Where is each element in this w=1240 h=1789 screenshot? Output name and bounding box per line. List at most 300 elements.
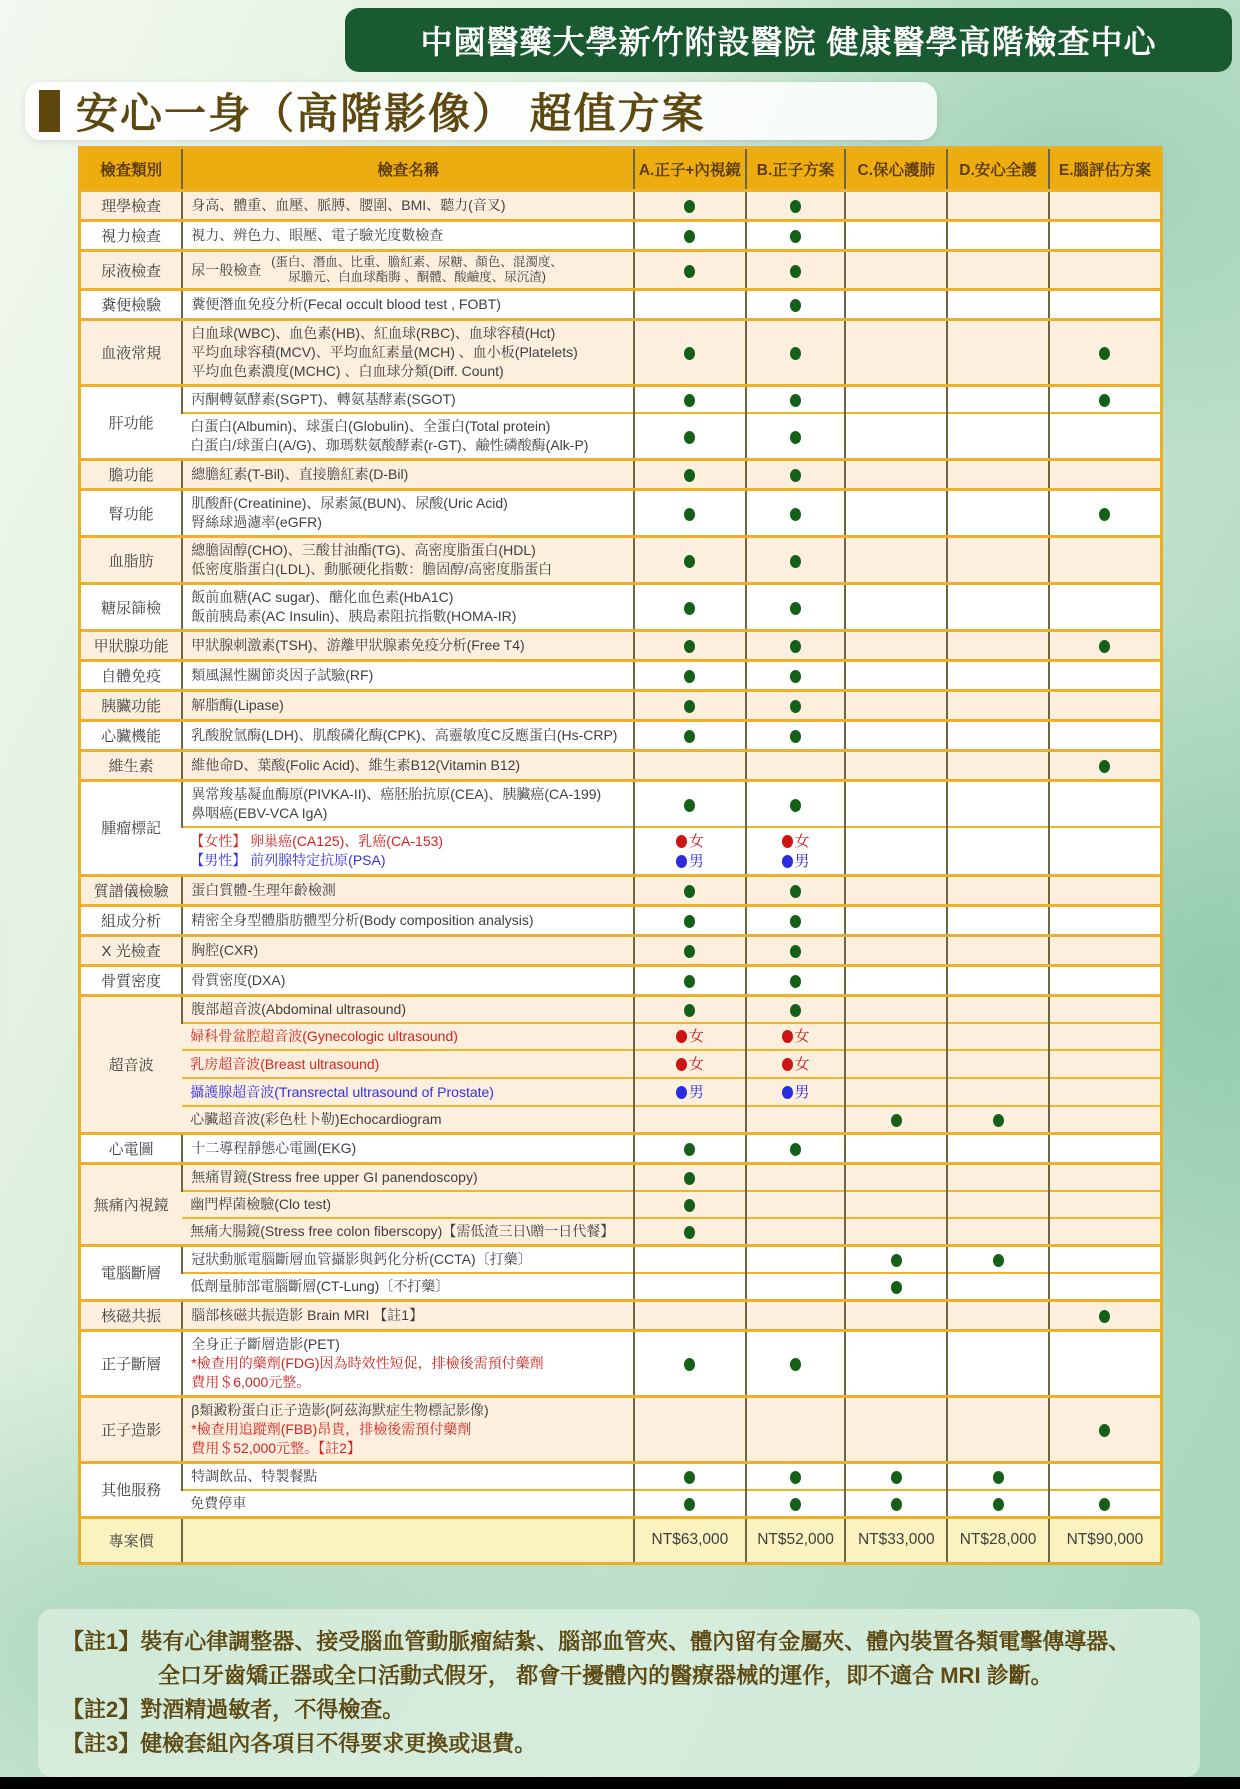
exam-name-line: 婦科骨盆腔超音波(Gynecologic ultrasound) [190, 1027, 458, 1044]
plan-mark-A [634, 1273, 746, 1301]
exam-name [182, 537, 634, 584]
plan-mark-C [845, 965, 947, 995]
plan-mark-D [947, 1462, 1049, 1490]
plan-mark-C [845, 1163, 947, 1191]
plan-mark-A [634, 631, 746, 661]
exam-category: 糞便檢驗 [80, 290, 183, 320]
plan-mark-E [1049, 935, 1162, 965]
exam-name-line: 幽門桿菌檢驗(Clo test) [190, 1195, 332, 1212]
included-dot [790, 394, 801, 407]
plan-mark-A [634, 251, 746, 290]
plan-mark-D [947, 584, 1049, 631]
plan-mark-A [634, 290, 746, 320]
included-dot [684, 670, 695, 683]
plan-mark-B [746, 584, 846, 631]
included-dot [782, 855, 793, 868]
exam-name [182, 935, 634, 965]
exam-category: 正子造影 [80, 1396, 183, 1462]
plan-mark-B [746, 905, 846, 935]
included-dot [993, 1471, 1004, 1484]
included-dot [684, 1498, 695, 1511]
included-dot [790, 347, 801, 360]
exam-name-line: *檢查用追蹤劑(FBB)昂貴，排檢後需預付藥劑 [191, 1420, 472, 1437]
included-dot [790, 230, 801, 243]
included-dot [790, 469, 801, 482]
included-dot [1099, 347, 1110, 360]
exam-row [80, 905, 1162, 935]
plan-mark-E [1049, 965, 1162, 995]
gender-label: 女 [794, 1028, 810, 1046]
plan-mark-B [746, 413, 846, 460]
plan-mark-D [947, 413, 1049, 460]
plan-mark-D [947, 1078, 1049, 1106]
exam-row [80, 386, 1162, 414]
exam-row [80, 995, 1162, 1023]
exam-row [80, 460, 1162, 490]
exam-name-line: 乳酸脫氫酶(LDH)、肌酸磷化酶(CPK)、高靈敏度C反應蛋白(Hs-CRP) [191, 727, 618, 743]
included-dot [891, 1471, 902, 1484]
gender-mark-female [643, 1054, 737, 1074]
exam-category: 腎功能 [80, 490, 183, 537]
plan-mark-A [634, 965, 746, 995]
plan-mark-E [1049, 661, 1162, 691]
plan-mark-D [947, 1106, 1049, 1134]
exam-category: 質譜儀檢驗 [80, 875, 183, 905]
note-line-1-cont: 全口牙齒矯正器或全口活動式假牙， 都會干擾體內的醫療器械的運作，即不適合 MRI 診斷。 [158, 1663, 1053, 1689]
exam-name-line: 特調飲品、特製餐點 [191, 1467, 318, 1484]
plan-mark-B [746, 1163, 846, 1191]
included-dot [782, 1058, 793, 1071]
exam-name-line: *檢查用的藥劑(FDG)因為時效性短促，排檢後需預付藥劑 [191, 1354, 544, 1371]
plan-mark-B [746, 1191, 846, 1218]
gender-mark-female [643, 831, 737, 851]
exam-name [182, 1106, 634, 1134]
exam-name-line: 冠狀動脈電腦斷層血管攝影與鈣化分析(CCTA)〔打藥〕 [191, 1250, 532, 1267]
plan-mark-C [845, 827, 947, 875]
included-dot [684, 469, 695, 482]
plan-mark-D [947, 721, 1049, 751]
plan-mark-A [634, 905, 746, 935]
included-dot [1099, 1424, 1110, 1437]
exam-name-line: β類澱粉蛋白正子造影(阿茲海默症生物標記影像) [191, 1401, 489, 1418]
exam-name [182, 721, 634, 751]
exam-category: 心臟機能 [80, 721, 183, 751]
plan-mark-A [634, 1078, 746, 1106]
exam-name [182, 221, 634, 251]
included-dot [676, 1030, 687, 1043]
exam-category: 血液常規 [80, 320, 183, 386]
plan-mark-E [1049, 1023, 1162, 1051]
exam-name-line: 骨質密度(DXA) [191, 971, 286, 988]
plan-mark-E [1049, 413, 1162, 460]
included-dot [782, 1030, 793, 1043]
plan-mark-E [1049, 490, 1162, 537]
included-dot [1099, 394, 1110, 407]
exam-row [80, 1245, 1162, 1273]
exam-name-line: 白血球(WBC)、血色素(HB)、紅血球(RBC)、血球容積(Hct) [191, 325, 556, 341]
plan-mark-D [947, 1490, 1049, 1518]
exam-name-line: 飯前胰島素(AC Insulin)、胰島素阻抗指數(HOMA-IR) [191, 608, 517, 624]
header-plan-d: D.安心全護 [947, 148, 1049, 191]
plan-mark-B [746, 1462, 846, 1490]
exam-name-line: 【男性】 前列腺特定抗原(PSA) [190, 851, 386, 868]
exam-name-line: 白蛋白/球蛋白(A/G)、珈瑪麩氨酸酵素(r-GT)、鹼性磷酸酶(Alk-P) [190, 437, 589, 453]
exam-category: 無痛內視鏡 [80, 1163, 183, 1245]
plan-mark-D [947, 386, 1049, 414]
exam-name [182, 905, 634, 935]
plan-mark-B [746, 1273, 846, 1301]
exam-name-line: 【女性】 卵巢癌(CA125)、乳癌(CA-153) [190, 832, 444, 849]
hospital-banner [345, 8, 1232, 72]
included-dot [891, 1114, 902, 1127]
plan-mark-E [1049, 1106, 1162, 1134]
exam-row [80, 1330, 1162, 1396]
included-dot [790, 640, 801, 653]
included-dot [790, 1358, 801, 1371]
included-dot [891, 1254, 902, 1267]
plan-mark-B [746, 1133, 846, 1163]
exam-name-line: 總膽紅素(T-Bil)、直接膽紅素(D-Bil) [191, 466, 409, 482]
included-dot [684, 431, 695, 444]
gender-label: 女 [688, 1028, 704, 1046]
included-dot [790, 885, 801, 898]
included-dot [993, 1254, 1004, 1267]
exam-name-line: 全身正子斷層造影(PET) [191, 1335, 340, 1352]
plan-mark-D [947, 661, 1049, 691]
plan-mark-A [634, 875, 746, 905]
plan-mark-B [746, 1396, 846, 1462]
exam-name-line: 無痛胃鏡(Stress free upper GI panendoscopy) [191, 1168, 478, 1185]
plan-mark-A [634, 1023, 746, 1051]
plan-mark-D [947, 1191, 1049, 1218]
plan-mark-D [947, 905, 1049, 935]
exam-name [182, 320, 634, 386]
plan-mark-C [845, 905, 947, 935]
plan-mark-E [1049, 221, 1162, 251]
plan-mark-B [746, 781, 846, 828]
included-dot [891, 1281, 902, 1294]
plan-mark-B [746, 290, 846, 320]
price-value-E: NT$90,000 [1049, 1517, 1162, 1563]
exam-category: 糖尿篩檢 [80, 584, 183, 631]
plan-mark-D [947, 995, 1049, 1023]
plan-mark-B [746, 827, 846, 875]
exam-row [80, 413, 1162, 460]
plan-mark-C [845, 1191, 947, 1218]
plan-mark-C [845, 751, 947, 781]
plan-mark-A [634, 221, 746, 251]
exam-name-line: 糞便潛血免疫分析(Fecal occult blood test , FOBT) [191, 296, 501, 312]
included-dot [684, 265, 695, 278]
plan-mark-C [845, 320, 947, 386]
price-label: 專案價 [80, 1517, 183, 1563]
plan-mark-B [746, 1218, 846, 1246]
exam-name-line: 維他命D、葉酸(Folic Acid)、維生素B12(Vitamin B12) [191, 757, 521, 773]
plan-mark-D [947, 191, 1049, 221]
notes-box [38, 1609, 1200, 1777]
plan-mark-D [947, 631, 1049, 661]
price-empty-cell [182, 1517, 634, 1563]
gender-label: 女 [794, 832, 810, 850]
plan-mark-B [746, 691, 846, 721]
exam-row [80, 1078, 1162, 1106]
price-value-B: NT$52,000 [746, 1517, 846, 1563]
exam-category: X 光檢查 [80, 935, 183, 965]
exam-name-line: 免費停車 [190, 1494, 247, 1511]
included-dot [790, 431, 801, 444]
exam-category: 甲狀腺功能 [80, 631, 183, 661]
urine-test-detail: (蛋白、潛血、比重、膽紅素、尿糖、顏色、混濁度、 尿膽元、白血球酯脢 、酮體、酸鹼度、尿沉渣) [271, 255, 563, 284]
plan-mark-C [845, 1273, 947, 1301]
plan-mark-E [1049, 1300, 1162, 1330]
plan-mark-C [845, 460, 947, 490]
exam-row [80, 1050, 1162, 1078]
plan-mark-E [1049, 1133, 1162, 1163]
included-dot [782, 1086, 793, 1099]
plan-mark-B [746, 1330, 846, 1396]
included-dot [1099, 1498, 1110, 1511]
plan-mark-E [1049, 1191, 1162, 1218]
exam-name-line: 類風濕性關節炎因子試驗(RF) [191, 667, 374, 683]
plan-mark-E [1049, 460, 1162, 490]
exam-category: 血脂肪 [80, 537, 183, 584]
plan-mark-A [634, 827, 746, 875]
plan-mark-C [845, 691, 947, 721]
plan-mark-C [845, 631, 947, 661]
plan-mark-B [746, 221, 846, 251]
included-dot [684, 975, 695, 988]
included-dot [790, 508, 801, 521]
included-dot [684, 945, 695, 958]
plan-mark-A [634, 1218, 746, 1246]
included-dot [684, 200, 695, 213]
exam-name [182, 1133, 634, 1163]
exam-category: 超音波 [80, 995, 183, 1133]
exam-row [80, 721, 1162, 751]
gender-label: 男 [794, 1083, 810, 1101]
included-dot [790, 670, 801, 683]
table-header-row [80, 148, 1162, 191]
plan-mark-D [947, 751, 1049, 781]
exam-name-line: 平均血球容積(MCV)、平均血紅素量(MCH) 、血小板(Platelets) [191, 344, 578, 360]
exam-name-line: 胸腔(CXR) [191, 941, 259, 958]
plan-mark-B [746, 251, 846, 290]
exam-name [182, 290, 634, 320]
exam-name-line: 攝護腺超音波(Transrectal ultrasound of Prostate) [190, 1083, 494, 1100]
plan-mark-E [1049, 875, 1162, 905]
exam-row [80, 290, 1162, 320]
plan-mark-C [845, 875, 947, 905]
plan-mark-D [947, 1300, 1049, 1330]
exam-category: 電腦斷層 [80, 1245, 183, 1300]
exam-name-line: 無痛大腸鏡(Stress free colon fiberscopy)【需低渣三日\贈一日代餐】 [190, 1222, 615, 1239]
included-dot [684, 555, 695, 568]
exam-category: 胰臟功能 [80, 691, 183, 721]
plan-mark-A [634, 1191, 746, 1218]
exam-row [80, 965, 1162, 995]
plan-mark-B [746, 320, 846, 386]
included-dot [684, 508, 695, 521]
exam-category: 腫瘤標記 [80, 781, 183, 876]
gender-label: 男 [688, 852, 704, 870]
plan-mark-C [845, 1396, 947, 1462]
price-value-D: NT$28,000 [947, 1517, 1049, 1563]
exam-row [80, 490, 1162, 537]
included-dot [790, 975, 801, 988]
exam-row [80, 320, 1162, 386]
plan-mark-E [1049, 386, 1162, 414]
plan-mark-B [746, 995, 846, 1023]
exam-name-line: 費用＄6,000元整。 [191, 1373, 311, 1390]
included-dot [684, 1143, 695, 1156]
exam-name-line: 白蛋白(Albumin)、球蛋白(Globulin)、全蛋白(Total protein) [190, 418, 551, 434]
plan-mark-D [947, 827, 1049, 875]
plan-mark-A [634, 386, 746, 414]
included-dot [790, 945, 801, 958]
title-bar-icon [39, 90, 60, 132]
plan-mark-A [634, 1163, 746, 1191]
plan-mark-C [845, 537, 947, 584]
plan-mark-E [1049, 290, 1162, 320]
plan-mark-A [634, 935, 746, 965]
exam-name-line: 丙酮轉氨酵素(SGPT)、轉氨基酵素(SGOT) [191, 391, 456, 407]
plan-mark-D [947, 1396, 1049, 1462]
included-dot [790, 1004, 801, 1017]
header-plan-c: C.保心護肺 [845, 148, 947, 191]
exam-category: 維生素 [80, 751, 183, 781]
plan-mark-A [634, 1396, 746, 1462]
plan-mark-C [845, 995, 947, 1023]
exam-name-line: 解脂酶(Lipase) [191, 697, 284, 713]
gender-mark-female [755, 1054, 837, 1074]
plan-mark-C [845, 1078, 947, 1106]
included-dot [676, 1058, 687, 1071]
exam-category: 核磁共振 [80, 1300, 183, 1330]
plan-mark-E [1049, 781, 1162, 828]
plan-mark-C [845, 1218, 947, 1246]
included-dot [684, 1358, 695, 1371]
exam-category: 視力檢查 [80, 221, 183, 251]
plan-mark-A [634, 320, 746, 386]
price-value-A: NT$63,000 [634, 1517, 746, 1563]
exam-name-line: 身高、體重、血壓、脈膊、腰圍、BMI、聽力(音叉) [191, 197, 506, 213]
exam-name-line: 低劑量肺部電腦斷層(CT-Lung)〔不打藥〕 [190, 1277, 450, 1294]
plan-mark-E [1049, 1273, 1162, 1301]
included-dot [790, 602, 801, 615]
plan-mark-C [845, 221, 947, 251]
plan-mark-C [845, 251, 947, 290]
included-dot [684, 347, 695, 360]
exam-name-line: 乳房超音波(Breast ultrasound) [190, 1055, 380, 1072]
plan-mark-C [845, 781, 947, 828]
exam-name-line: 甲狀腺刺激素(TSH)、游離甲狀腺素免疫分析(Free T4) [191, 637, 525, 653]
exam-name-line: 腦部核磁共振造影 Brain MRI 【註1】 [191, 1306, 424, 1323]
plan-mark-C [845, 1050, 947, 1078]
included-dot [684, 640, 695, 653]
plan-mark-C [845, 1245, 947, 1273]
included-dot [684, 1226, 695, 1239]
included-dot [676, 1086, 687, 1099]
exam-category: 心電圖 [80, 1133, 183, 1163]
exam-name [182, 460, 634, 490]
plan-mark-D [947, 1023, 1049, 1051]
exam-name [182, 631, 634, 661]
exam-name-line: 十二導程靜態心電圖(EKG) [191, 1139, 357, 1156]
included-dot [684, 700, 695, 713]
plan-mark-A [634, 751, 746, 781]
gender-label: 女 [688, 1056, 704, 1074]
included-dot [1099, 760, 1110, 773]
exam-name [182, 1163, 634, 1191]
included-dot [790, 730, 801, 743]
included-dot [993, 1498, 1004, 1511]
exam-name [182, 1245, 634, 1273]
plan-mark-B [746, 1078, 846, 1106]
plan-mark-D [947, 1245, 1049, 1273]
included-dot [1099, 1310, 1110, 1323]
exam-name-line: 鼻咽癌(EBV-VCA IgA) [191, 805, 328, 821]
plan-mark-C [845, 1300, 947, 1330]
plan-mark-B [746, 935, 846, 965]
plan-mark-B [746, 191, 846, 221]
plan-mark-E [1049, 905, 1162, 935]
exam-row [80, 1106, 1162, 1134]
plan-mark-C [845, 191, 947, 221]
exam-category: 其他服務 [80, 1462, 183, 1517]
plan-mark-E [1049, 1462, 1162, 1490]
gender-label: 女 [794, 1056, 810, 1074]
plan-mark-A [634, 1300, 746, 1330]
exam-name [182, 827, 634, 875]
plan-mark-D [947, 537, 1049, 584]
plan-mark-E [1049, 1163, 1162, 1191]
exam-row [80, 251, 1162, 290]
plan-mark-B [746, 751, 846, 781]
exam-name-line: 平均血色素濃度(MCHC) 、白血球分類(Diff. Count) [191, 363, 504, 379]
exam-row [80, 1300, 1162, 1330]
plan-mark-B [746, 386, 846, 414]
exam-name-line: 腎絲球過濾率(eGFR) [191, 514, 322, 530]
plan-mark-C [845, 721, 947, 751]
plan-mark-C [845, 584, 947, 631]
plan-mark-A [634, 490, 746, 537]
plan-mark-A [634, 460, 746, 490]
exam-name [182, 1330, 634, 1396]
gender-mark-male [755, 851, 837, 871]
plan-mark-D [947, 1050, 1049, 1078]
header-exam-category: 檢查類別 [80, 148, 183, 191]
exam-name [182, 995, 634, 1023]
header-exam-name: 檢查名稱 [182, 148, 634, 191]
plan-mark-D [947, 320, 1049, 386]
plan-mark-B [746, 460, 846, 490]
plan-mark-C [845, 490, 947, 537]
exam-row [80, 191, 1162, 221]
plan-mark-E [1049, 537, 1162, 584]
header-plan-e: E.腦評估方案 [1049, 148, 1162, 191]
plan-mark-D [947, 1133, 1049, 1163]
page-title: 安心一身（高階影像） 超值方案 [76, 90, 706, 137]
included-dot [684, 1199, 695, 1212]
gender-mark-male [643, 851, 737, 871]
included-dot [684, 1004, 695, 1017]
plan-mark-E [1049, 1396, 1162, 1462]
plan-mark-E [1049, 1245, 1162, 1273]
plan-mark-E [1049, 827, 1162, 875]
included-dot [891, 1498, 902, 1511]
exam-name [182, 965, 634, 995]
exam-name [182, 251, 634, 290]
